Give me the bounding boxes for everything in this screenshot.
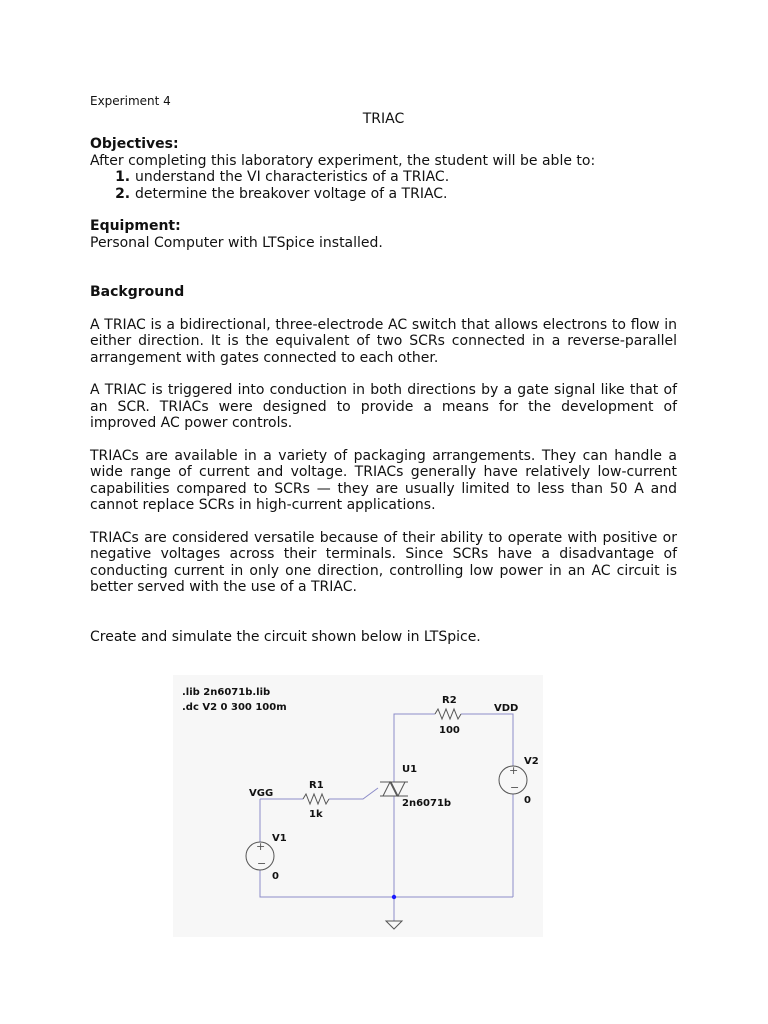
ground-symbol <box>386 921 402 929</box>
experiment-number: Experiment 4 <box>90 94 171 108</box>
circuit-schematic <box>173 675 543 937</box>
v2-plus-sign: + <box>509 764 519 777</box>
vgg-label: VGG <box>249 788 274 799</box>
background-paragraph: A TRIAC is a bidirectional, three-electrode AC switch that allows electrons to flow in either direction. It is the equivalent of two SCRs connected in a reverse-parallel arrangement with gates connected to each other. <box>90 316 677 366</box>
background-paragraph: TRIACs are available in a variety of packaging arrangements. They can handle a wide range of current and voltage. TRIACs generally have relatively low-current capabilities compared to SCRs — they are usually limited to less than 50 A and cannot replace SCRs in high-current applications. <box>90 447 677 513</box>
wire-bottom <box>260 870 513 897</box>
v2-minus-sign: − <box>510 781 520 794</box>
background-paragraph: TRIACs are considered versatile because of their ability to operate with positive or negative voltages across their terminals. Since SCRs have a disadvantage of conducting current in only one direction, controlling low power in an AC circuit is better served with the use of a TRIAC. <box>90 529 677 595</box>
ground-junction-dot <box>392 895 396 899</box>
vdd-label: VDD <box>494 703 519 714</box>
r2-value: 100 <box>439 725 460 736</box>
document-page <box>90 93 677 645</box>
objectives-list <box>90 169 677 202</box>
v1-value: 0 <box>272 871 279 882</box>
u1-triac <box>380 782 408 796</box>
objective-item: 1. understand the VI characteristics of a TRIAC. <box>135 169 677 186</box>
document-title: TRIAC <box>362 111 405 127</box>
schematic-svg <box>173 675 543 937</box>
u1-name: U1 <box>402 764 418 775</box>
u1-model: 2n6071b <box>402 798 452 809</box>
objectives-intro: After completing this laboratory experiment, the student will be able to: <box>90 152 596 169</box>
objective-item: 2. determine the breakover voltage of a TRIAC. <box>135 186 677 203</box>
v1-minus-sign: − <box>257 857 267 870</box>
v2-name: V2 <box>524 756 539 767</box>
v2-value: 0 <box>524 795 531 806</box>
background-heading: Background <box>90 284 185 300</box>
background-paragraph: A TRIAC is triggered into conduction in both directions by a gate signal like that of an SCR. TRIACs were designed to provide a means for the development of improved AC power controls. <box>90 382 677 431</box>
lib-directive: .lib 2n6071b.lib <box>182 687 271 698</box>
objectives-heading: Objectives: <box>90 136 179 152</box>
v1-name: V1 <box>272 833 287 844</box>
wire-gate <box>329 788 378 799</box>
simulation-instruction: Create and simulate the circuit shown below in LTSpice. <box>90 628 481 645</box>
r1-name: R1 <box>309 780 324 791</box>
wire-top-right <box>461 714 513 766</box>
r2-resistor <box>435 709 461 719</box>
dc-directive: .dc V2 0 300 100m <box>182 702 287 713</box>
r1-value: 1k <box>309 809 323 820</box>
v1-plus-sign: + <box>256 840 266 853</box>
r1-resistor <box>303 794 329 804</box>
r2-name: R2 <box>442 695 457 706</box>
equipment-heading: Equipment: <box>90 218 181 234</box>
equipment-text: Personal Computer with LTSpice installed. <box>90 234 383 251</box>
